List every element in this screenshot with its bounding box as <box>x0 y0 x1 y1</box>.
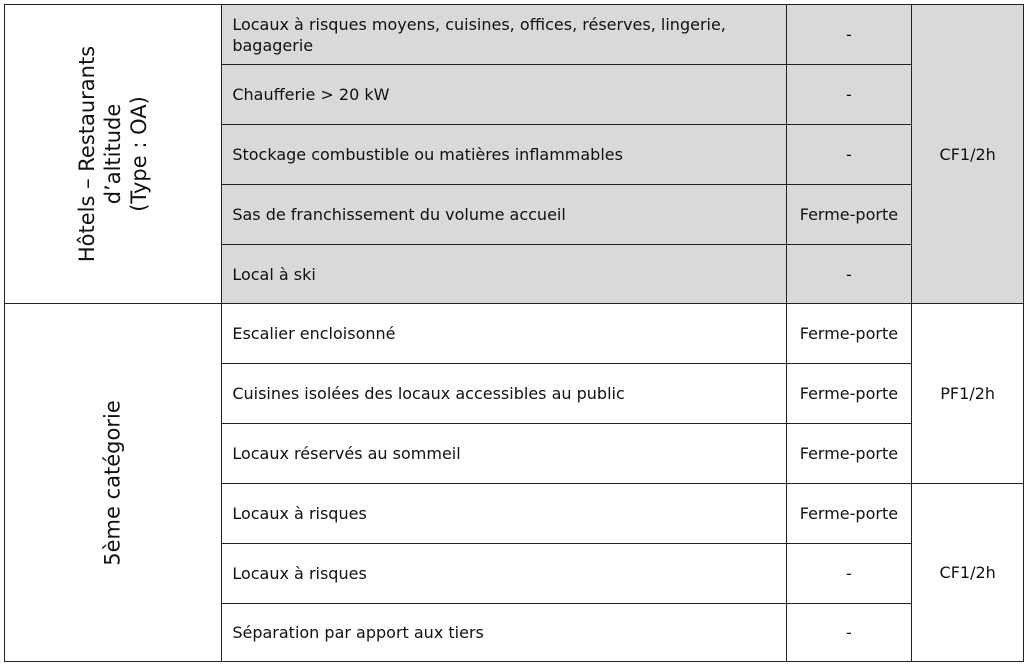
door-fixture: - <box>786 125 912 185</box>
room-description: Chaufferie > 20 kW <box>222 65 786 125</box>
section-label-hotels <box>5 5 222 304</box>
room-description: Locaux à risques moyens, cuisines, offices, réserves, lingerie, bagagerie <box>222 5 786 65</box>
table-row <box>5 5 1024 65</box>
room-description: Local à ski <box>222 245 786 304</box>
resistance-value: CF1/2h <box>912 5 1024 304</box>
table-row <box>5 304 1024 364</box>
room-description: Cuisines isolées des locaux accessibles au public <box>222 364 786 424</box>
resistance-value: CF1/2h <box>912 484 1024 662</box>
section-label-text: 5ème catégorie <box>101 399 126 566</box>
room-description: Séparation par apport aux tiers <box>222 604 786 662</box>
resistance-value: PF1/2h <box>912 304 1024 484</box>
room-description: Stockage combustible ou matières inflammables <box>222 125 786 185</box>
room-description: Locaux à risques <box>222 544 786 604</box>
section-label-5eme <box>5 304 222 662</box>
door-fixture: Ferme-porte <box>786 484 912 544</box>
room-description: Sas de franchissement du volume accueil <box>222 185 786 245</box>
door-fixture: - <box>786 5 912 65</box>
fire-safety-table-container <box>4 4 1024 662</box>
room-description: Escalier encloisonné <box>222 304 786 364</box>
door-fixture: Ferme-porte <box>786 424 912 484</box>
door-fixture: - <box>786 604 912 662</box>
section-label-text: Hôtels – Restaurants d’altitude (Type : OA) <box>75 45 152 263</box>
door-fixture: - <box>786 245 912 304</box>
door-fixture: - <box>786 65 912 125</box>
door-fixture: Ferme-porte <box>786 185 912 245</box>
room-description: Locaux à risques <box>222 484 786 544</box>
door-fixture: Ferme-porte <box>786 304 912 364</box>
door-fixture: Ferme-porte <box>786 364 912 424</box>
door-fixture: - <box>786 544 912 604</box>
fire-safety-table <box>4 4 1024 662</box>
room-description: Locaux réservés au sommeil <box>222 424 786 484</box>
